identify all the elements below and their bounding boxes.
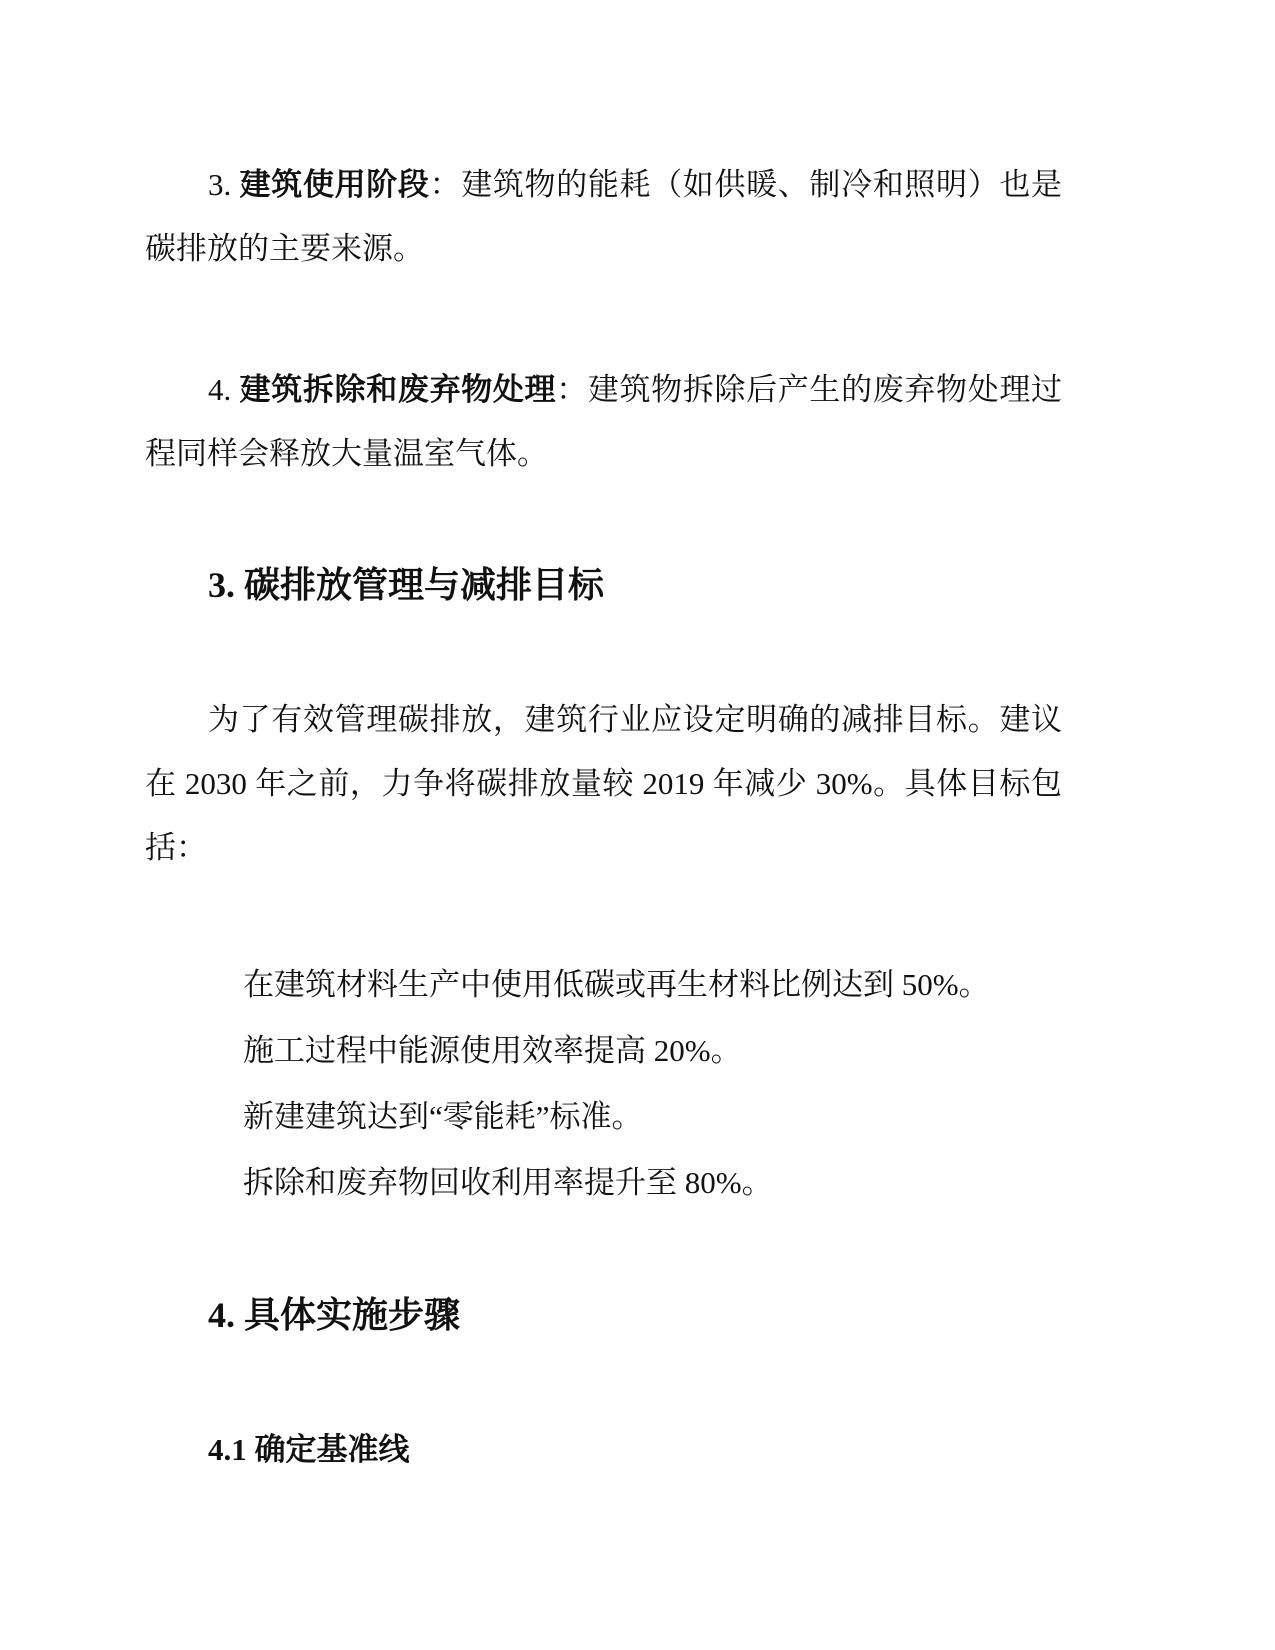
target-item: 在建筑材料生产中使用低碳或再生材料比例达到 50%。	[243, 967, 990, 1002]
reduction-targets-list	[243, 952, 1063, 1216]
paragraph-line: 括：	[145, 830, 207, 865]
item-number: 3.	[208, 167, 232, 202]
target-item: 新建建筑达到“零能耗”标准。	[243, 1099, 643, 1134]
item-line-2: 碳排放的主要来源。	[145, 231, 424, 266]
subsection-4-1-heading: 4.1 确定基准线	[208, 1432, 410, 1467]
section-3-paragraph	[145, 688, 1062, 880]
emission-source-item-use-stage	[145, 153, 1062, 281]
item-line-1	[145, 153, 1062, 217]
section-3-heading: 3. 碳排放管理与减排目标	[208, 565, 605, 605]
item-line-2: 程同样会释放大量温室气体。	[145, 436, 548, 471]
item-number: 4.	[208, 372, 232, 407]
emission-source-item-demolition	[145, 358, 1062, 486]
item-line-1	[145, 358, 1062, 422]
item-text: ：建筑物拆除后产生的废弃物处理过	[556, 372, 1063, 407]
target-item: 拆除和废弃物回收利用率提升至 80%。	[243, 1165, 773, 1200]
paragraph-line: 为了有效管理碳排放，建筑行业应设定明确的减排目标。建议	[208, 702, 1062, 737]
section-4-heading: 4. 具体实施步骤	[208, 1295, 461, 1335]
paragraph-line: 在 2030 年之前，力争将碳排放量较 2019 年减少 30%。具体目标包	[145, 766, 1062, 801]
target-item: 施工过程中能源使用效率提高 20%。	[243, 1033, 742, 1068]
item-text: ：建筑物的能耗（如供暖、制冷和照明）也是	[429, 167, 1062, 202]
item-label: 建筑使用阶段	[239, 167, 430, 202]
item-label: 建筑拆除和废弃物处理	[239, 372, 557, 407]
